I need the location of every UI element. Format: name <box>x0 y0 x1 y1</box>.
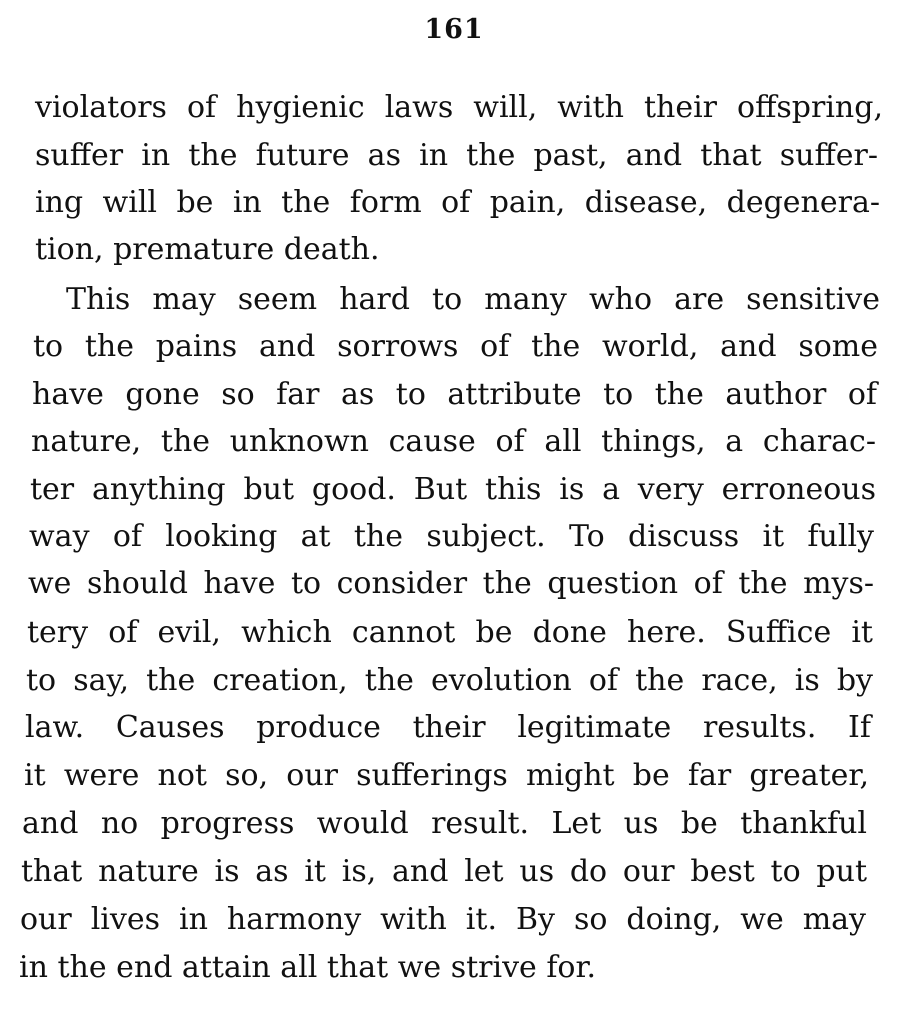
text-line: ing will be in the form of pain, disease, degenera- <box>35 185 880 220</box>
text-line: our lives in harmony with it. By so doing, we may <box>20 902 866 937</box>
text-line: nature, the unknown cause of all things, a charac- <box>31 424 876 459</box>
text-line: violators of hygienic laws will, with their offspring, <box>35 90 883 125</box>
text-line: we should have to consider the question of the mys- <box>28 566 874 601</box>
text-line: it were not so, our sufferings might be far greater, <box>24 758 869 793</box>
text-line: that nature is as it is, and let us do our best to put <box>21 854 867 889</box>
text-line: tery of evil, which cannot be done here. Suffice it <box>27 615 873 650</box>
text-line: law. Causes produce their legitimate results. If <box>25 710 871 745</box>
text-line: suffer in the future as in the past, and that suffer- <box>35 138 878 173</box>
text-line: to say, the creation, the evolution of the race, is by <box>26 663 873 698</box>
text-line: in the end attain all that we strive for. <box>19 950 597 985</box>
text-line: to the pains and sorrows of the world, and some <box>33 329 878 364</box>
text-line: and no progress would result. Let us be thankful <box>22 806 867 841</box>
text-line: have gone so far as to attribute to the author of <box>32 377 877 412</box>
text-line: ter anything but good. But this is a very erroneous <box>30 472 876 507</box>
text-line: tion, premature death. <box>35 232 380 267</box>
text-line: way of looking at the subject. To discuss it fully <box>29 519 874 554</box>
text-line: This may seem hard to many who are sensitive <box>66 282 880 317</box>
page-number: 161 <box>424 14 484 45</box>
